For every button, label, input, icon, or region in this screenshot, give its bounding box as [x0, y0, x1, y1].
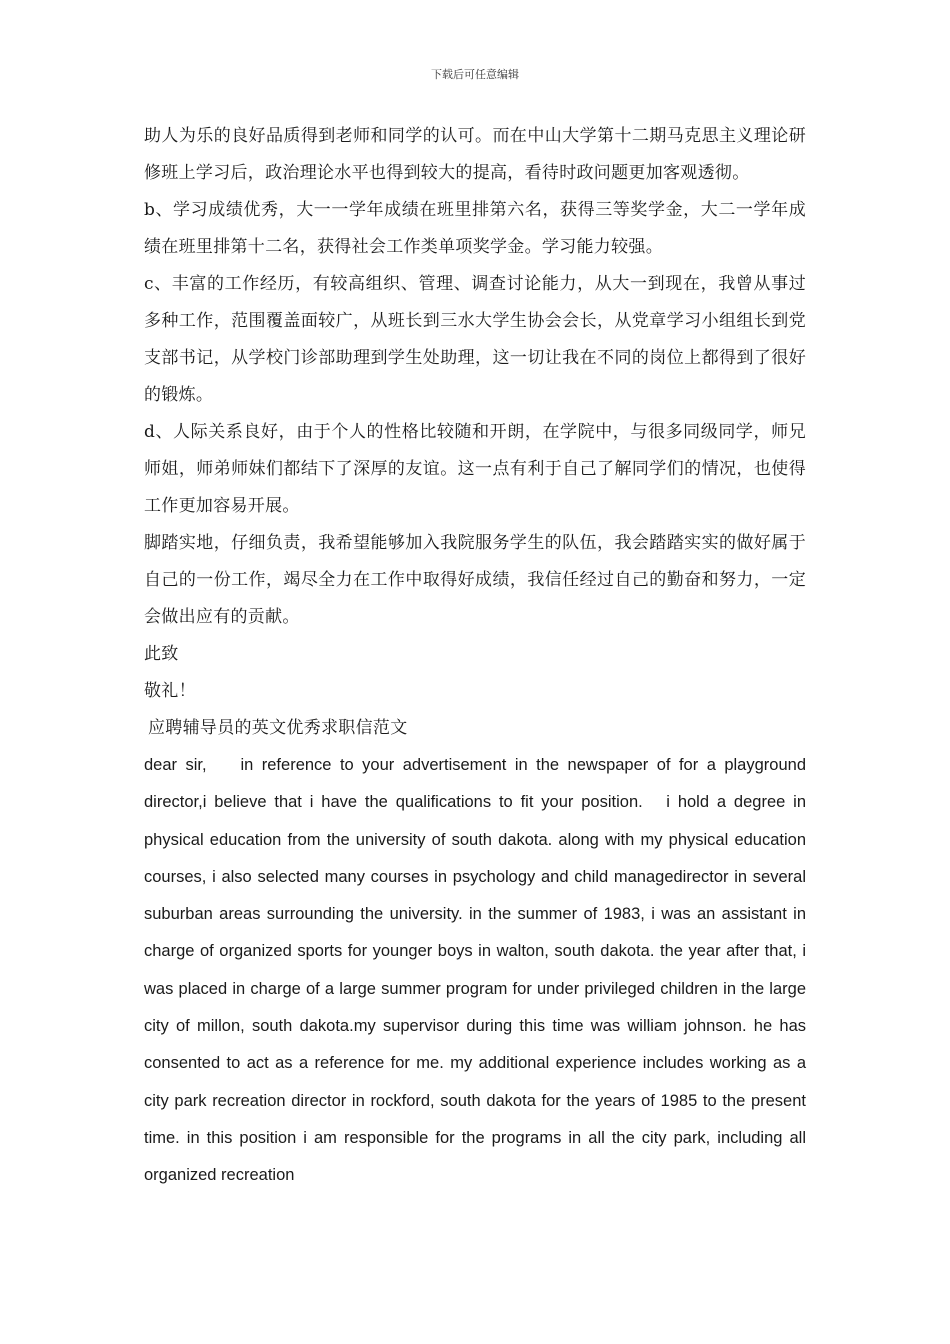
paragraph-commitment: 脚踏实地，仔细负责，我希望能够加入我院服务学生的队伍，我会踏踏实实的做好属于自己的一份工作，竭尽全力在工作中取得好成绩，我信任经过自己的勤奋和努力，一定会做出应有的贡献。	[144, 533, 806, 627]
closing-line-2: 敬礼！	[144, 681, 196, 701]
paragraph-b: b、学习成绩优秀，大一一学年成绩在班里排第六名，获得三等奖学金，大二一学年成绩在班里排第十二名，获得社会工作类单项奖学金。学习能力较强。	[144, 200, 806, 257]
paragraph-d: d、人际关系良好，由于个人的性格比较随和开朗，在学院中，与很多同级同学，师兄师姐，师弟师妹们都结下了深厚的友谊。这一点有利于自己了解同学们的情况，也使得工作更加容易开展。	[144, 422, 806, 516]
section-title: 应聘辅导员的英文优秀求职信范文	[148, 718, 408, 738]
page-header: 下载后可任意编辑	[431, 68, 519, 81]
paragraph-c: c、丰富的工作经历，有较高组织、管理、调查讨论能力，从大一到现在，我曾从事过多种工作，范围覆盖面较广，从班长到三水大学生协会会长，从党章学习小组组长到党支部书记，从学校门诊部助理到学生处助理，这一切让我在不同的岗位上都得到了很好的锻炼。	[144, 274, 806, 405]
paragraph-intro: 助人为乐的良好品质得到老师和同学的认可。而在中山大学第十二期马克思主义理论研修班上学习后，政治理论水平也得到较大的提高，看待时政问题更加客观透彻。	[144, 126, 806, 183]
document-body	[144, 118, 811, 1195]
english-letter-body: dear sir, in reference to your advertisement in the newspaper of for a playground director,i believe that i have the qualifications to fit your position. i hold a degree in physical education from the university of south dakota. along with my physical education courses, i also selected many courses in psychology and child managedirector in several suburban areas surrounding the university. in the summer of 1983, i was an assistant in charge of organized sports for younger boys in walton, south dakota. the year after that, i was placed in charge of a large summer program for under privileged children in the large city of millon, south dakota.my supervisor during this time was william johnson. he has consented to act as a reference for me. my additional experience includes working as a city park recreation director in rockford, south dakota for the years of 1985 to the present time. in this position i am responsible for the programs in all the city park, including all organized recreation	[144, 756, 811, 1185]
closing-line-1: 此致	[144, 644, 179, 664]
